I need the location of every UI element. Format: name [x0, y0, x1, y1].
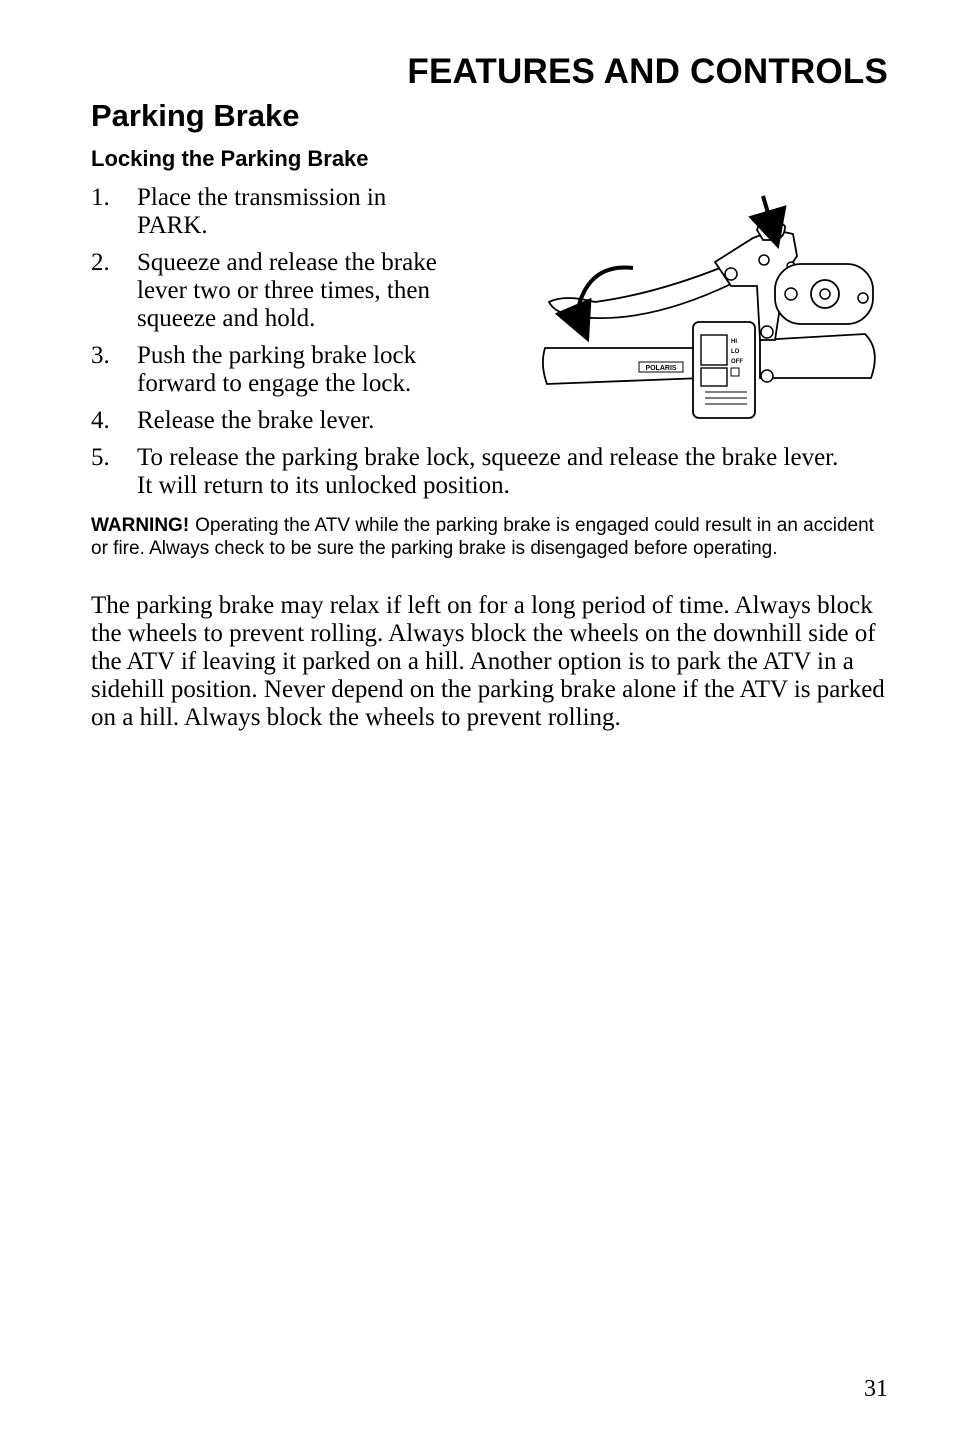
page-number: 31: [864, 1376, 888, 1402]
brake-lever-drawing: [535, 190, 890, 422]
warning-label: WARNING!: [91, 515, 190, 536]
warning-note: [91, 514, 891, 560]
switch-button: [701, 335, 727, 365]
brand-logo: POLARIS: [645, 365, 677, 372]
step-number: 4.: [91, 407, 110, 434]
brake-lever-illustration: [535, 190, 890, 422]
step-number: 2.: [91, 249, 110, 276]
switch-label-lo: LO: [731, 349, 740, 355]
step-text: Push the parking brake lock forward to engage the lock.: [137, 342, 417, 397]
step-text: Release the brake lever.: [137, 407, 375, 434]
step-text: Place the transmission in PARK.: [137, 184, 387, 239]
switch-button: [701, 368, 727, 386]
pivot-bolt-icon: [725, 268, 737, 280]
step-number: 5.: [91, 444, 110, 471]
handlebar-tube: [760, 334, 875, 378]
step-item: [91, 444, 891, 500]
body-paragraph: The parking brake may relax if left on for a long period of time. Always block the wheels to prevent rolling. Always block the wheels on the downhill side of the ATV if leaving it parked on a hill. Another option is to park the ATV in a sidehill position. Never depend on the parking brake alone if the ATV is parked on a hill. Always block the wheels to prevent rolling.: [91, 592, 885, 731]
section-header: FEATURES AND CONTROLS: [407, 52, 888, 91]
step-number: 3.: [91, 342, 110, 369]
switch-label-off: OFF: [731, 359, 743, 365]
switch-label-hi: HI: [731, 339, 737, 345]
page-title: Parking Brake: [91, 98, 300, 133]
step-text: Squeeze and release the brake lever two or three times, then squeeze and hold.: [137, 249, 437, 332]
subheading: Locking the Parking Brake: [91, 146, 369, 171]
step-text: To release the parking brake lock, squeeze and release the brake lever. It will return to its unlocked position.: [137, 444, 839, 499]
step-number: 1.: [91, 184, 110, 211]
warning-text: Operating the ATV while the parking brake is engaged could result in an accident or fire. Always check to be sure the parking brake is disengaged before operating.: [91, 515, 874, 559]
